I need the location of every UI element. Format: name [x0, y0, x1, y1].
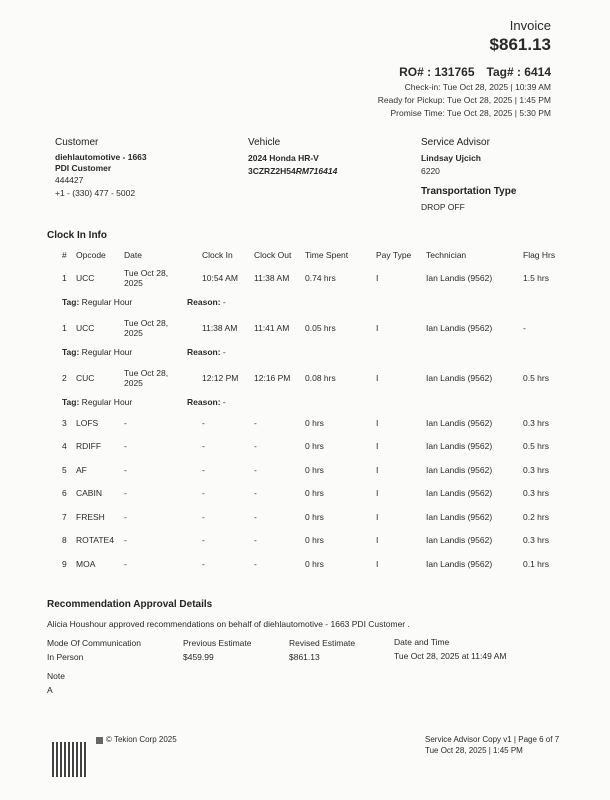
technician: Ian Landis (9562) [426, 323, 493, 333]
date: - [124, 418, 127, 428]
copy-page-info: Service Advisor Copy v1 | Page 6 of 7 [425, 735, 560, 744]
mode-label: Mode Of Communication [47, 638, 142, 648]
flag-hours: 0.3 hrs [523, 488, 549, 498]
column-header-clock-out: Clock Out [254, 250, 292, 260]
pay-type: I [376, 273, 379, 283]
customer-id: 444427 [55, 175, 84, 185]
clock-in: - [202, 488, 205, 498]
advisor-id: 6220 [421, 166, 440, 176]
previous-estimate-label: Previous Estimate [183, 638, 252, 648]
opcode: CABIN [76, 488, 102, 498]
technician: Ian Landis (9562) [426, 512, 493, 522]
customer-phone: +1 - (330) 477 - 5002 [55, 188, 136, 198]
row-number: 1 [62, 273, 67, 283]
transport-type: DROP OFF [421, 202, 465, 212]
column-header-technician: Technician [426, 250, 467, 260]
pay-type: I [376, 512, 379, 522]
check-in-time: Check-in: Tue Oct 28, 2025 | 10:39 AM [404, 82, 551, 92]
opcode: FRESH [76, 512, 105, 522]
clock-in: - [202, 535, 205, 545]
pay-type: I [376, 535, 379, 545]
recommendation-text: Alicia Houshour approved recommendations on behalf of diehlautomotive - 1663 PDI Customer . [47, 619, 410, 629]
ro-number: RO# : 131765 [399, 65, 475, 79]
transport-label: Transportation Type [421, 186, 517, 197]
column-header-flag-hours: Flag Hrs [523, 250, 556, 260]
tag: Tag: Regular Hour [62, 347, 133, 357]
time-spent: 0 hrs [305, 488, 324, 498]
time-spent: 0 hrs [305, 512, 324, 522]
technician: Ian Landis (9562) [426, 273, 493, 283]
vin-prefix: 3CZRZ2H54 [248, 166, 296, 176]
invoice-header [378, 18, 551, 118]
pay-type: I [376, 559, 379, 569]
flag-hours: - [523, 323, 526, 333]
row-number: 1 [62, 323, 67, 333]
row-number: 5 [62, 465, 67, 475]
date: Tue Oct 28, 2025 [124, 318, 169, 338]
clock-out: - [254, 488, 257, 498]
time-spent: 0.74 hrs [305, 273, 336, 283]
column-header-time-spent: Time Spent [305, 250, 349, 260]
pay-type: I [376, 323, 379, 333]
column-header-clock-in: Clock In [202, 250, 233, 260]
reason: Reason: - [187, 397, 226, 407]
customer-label: Customer [55, 137, 99, 148]
tag-number: Tag# : 6414 [486, 65, 551, 79]
flag-hours: 0.1 hrs [523, 559, 549, 569]
clock-out: - [254, 441, 257, 451]
tekion-logo-icon [96, 737, 103, 744]
mode-value: In Person [47, 652, 84, 662]
technician: Ian Landis (9562) [426, 418, 493, 428]
clock-in-title: Clock In Info [47, 230, 107, 241]
row-number: 8 [62, 535, 67, 545]
clock-out: 11:41 AM [254, 323, 290, 333]
column-header-pay-type: Pay Type [376, 250, 412, 260]
clock-in: - [202, 465, 205, 475]
opcode: MOA [76, 559, 96, 569]
clock-in: - [202, 418, 205, 428]
date: Tue Oct 28, 2025 [124, 368, 169, 388]
time-spent: 0.05 hrs [305, 323, 336, 333]
date-time-label: Date and Time [394, 637, 450, 647]
row-number: 9 [62, 559, 67, 569]
row-number: 3 [62, 418, 67, 428]
vin-suffix: RM716414 [295, 166, 338, 176]
advisor-label: Service Advisor [421, 137, 490, 148]
flag-hours: 0.3 hrs [523, 418, 549, 428]
opcode: ROTATE4 [76, 535, 114, 545]
row-number: 4 [62, 441, 67, 451]
printed-time: Tue Oct 28, 2025 | 1:45 PM [425, 746, 523, 755]
opcode: UCC [76, 273, 95, 283]
date: - [124, 512, 127, 522]
technician: Ian Landis (9562) [426, 465, 493, 475]
flag-hours: 0.5 hrs [523, 373, 549, 383]
reason: Reason: - [187, 347, 226, 357]
note-label: Note [47, 671, 65, 681]
recommendation-title: Recommendation Approval Details [47, 599, 213, 610]
customer-type: PDI Customer [55, 163, 112, 173]
row-number: 6 [62, 488, 67, 498]
opcode: LOFS [76, 418, 99, 428]
clock-out: 12:16 PM [254, 373, 291, 383]
technician: Ian Landis (9562) [426, 441, 493, 451]
time-spent: 0 hrs [305, 418, 324, 428]
column-header-row-number: # [62, 250, 67, 260]
date: Tue Oct 28, 2025 [124, 268, 169, 288]
clock-out: - [254, 418, 257, 428]
row-number: 7 [62, 512, 67, 522]
date: - [124, 535, 127, 545]
time-spent: 0.08 hrs [305, 373, 336, 383]
date: - [124, 465, 127, 475]
opcode: AF [76, 465, 87, 475]
flag-hours: 0.5 hrs [523, 441, 549, 451]
date: - [124, 559, 127, 569]
date: - [124, 441, 127, 451]
clock-in: - [202, 559, 205, 569]
technician: Ian Landis (9562) [426, 535, 493, 545]
ready-for-pickup-time: Ready for Pickup: Tue Oct 28, 2025 | 1:45 PM [377, 95, 551, 105]
clock-in: 10:54 AM [202, 273, 238, 283]
vehicle-label: Vehicle [248, 137, 281, 148]
technician: Ian Landis (9562) [426, 488, 493, 498]
time-spent: 0 hrs [305, 465, 324, 475]
date: - [124, 488, 127, 498]
vehicle-vin [248, 165, 337, 178]
time-spent: 0 hrs [305, 559, 324, 569]
flag-hours: 0.3 hrs [523, 535, 549, 545]
customer-section [55, 137, 147, 200]
qr-code [52, 742, 87, 777]
technician: Ian Landis (9562) [426, 559, 493, 569]
pay-type: I [376, 418, 379, 428]
opcode: RDIFF [76, 441, 102, 451]
reason: Reason: - [187, 297, 226, 307]
clock-out: 11:38 AM [254, 273, 290, 283]
clock-out: - [254, 465, 257, 475]
time-spent: 0 hrs [305, 535, 324, 545]
advisor-name: Lindsay Ujcich [421, 153, 481, 163]
revised-estimate: $861.13 [289, 652, 320, 662]
flag-hours: 1.5 hrs [523, 273, 549, 283]
clock-out: - [254, 512, 257, 522]
pay-type: I [376, 465, 379, 475]
clock-in: - [202, 512, 205, 522]
clock-in: - [202, 441, 205, 451]
flag-hours: 0.2 hrs [523, 512, 549, 522]
customer-name: diehlautomotive - 1663 [55, 152, 147, 162]
vehicle-model: 2024 Honda HR-V [248, 153, 319, 163]
clock-in: 12:12 PM [202, 373, 239, 383]
flag-hours: 0.3 hrs [523, 465, 549, 475]
promise-time: Promise Time: Tue Oct 28, 2025 | 5:30 PM [390, 108, 551, 118]
advisor-section [421, 137, 516, 214]
invoice-amount: $861.13 [489, 35, 551, 54]
revised-estimate-label: Revised Estimate [289, 638, 356, 648]
opcode: CUC [76, 373, 95, 383]
pay-type: I [376, 441, 379, 451]
vehicle-section [248, 137, 337, 178]
invoice-title: Invoice [509, 18, 551, 33]
column-header-opcode: Opcode [76, 250, 106, 260]
opcode: UCC [76, 323, 95, 333]
pay-type: I [376, 488, 379, 498]
clock-out: - [254, 535, 257, 545]
date-time: Tue Oct 28, 2025 at 11:49 AM [394, 651, 507, 661]
time-spent: 0 hrs [305, 441, 324, 451]
tag: Tag: Regular Hour [62, 297, 133, 307]
column-header-date: Date [124, 250, 142, 260]
tag: Tag: Regular Hour [62, 397, 133, 407]
note-value: A [47, 685, 53, 695]
pay-type: I [376, 373, 379, 383]
copyright: © Tekion Corp 2025 [106, 735, 177, 744]
clock-in: 11:38 AM [202, 323, 238, 333]
row-number: 2 [62, 373, 67, 383]
previous-estimate: $459.99 [183, 652, 214, 662]
technician: Ian Landis (9562) [426, 373, 493, 383]
clock-out: - [254, 559, 257, 569]
